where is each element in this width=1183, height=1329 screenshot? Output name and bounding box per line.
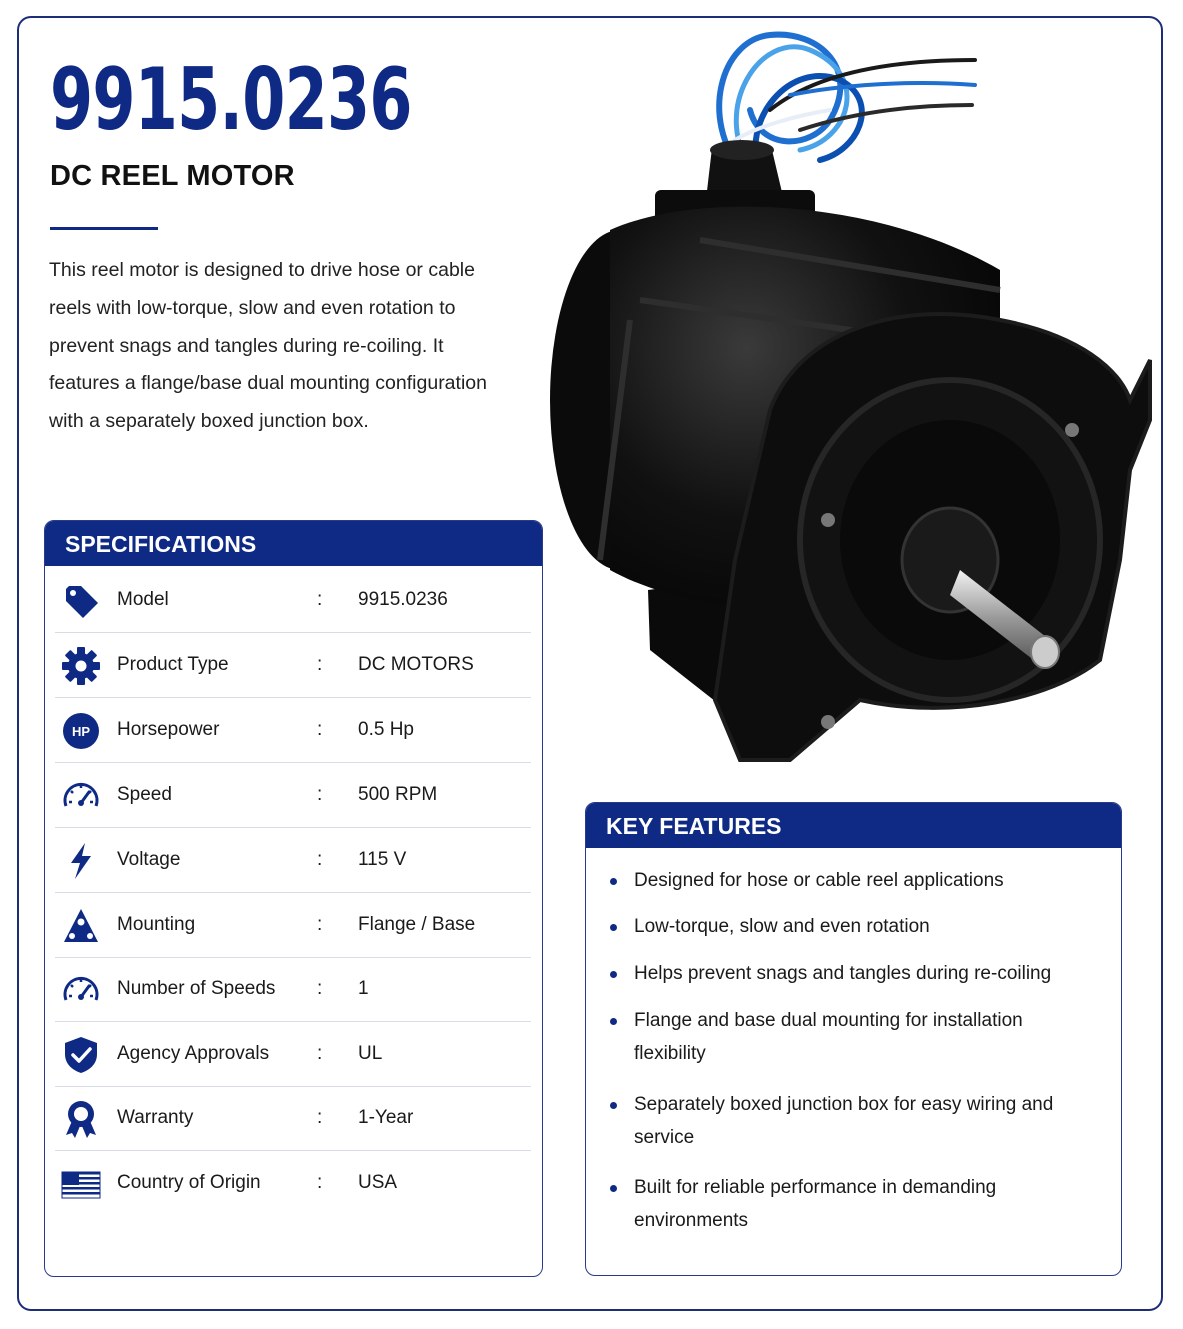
spec-label: Product Type (117, 654, 229, 675)
spec-value: UL (358, 1043, 383, 1064)
feature-text: Separately boxed junction box for easy wiring and service (634, 1094, 1054, 1148)
spec-row-warranty (55, 1087, 531, 1151)
spec-separator: : (317, 1107, 323, 1128)
spec-separator: : (317, 849, 323, 870)
bullet-dot-icon (610, 1018, 617, 1025)
bullet-dot-icon (610, 924, 617, 931)
bullet-dot-icon (610, 971, 617, 978)
spec-separator: : (317, 914, 323, 935)
spec-label: Voltage (117, 849, 181, 870)
spec-label: Warranty (117, 1107, 194, 1128)
spec-value: 115 V (358, 849, 407, 870)
feature-text: Flange and base dual mounting for installation flexibility (634, 1010, 1023, 1064)
spec-value: 9915.0236 (358, 589, 448, 610)
specifications-heading: SPECIFICATIONS (45, 521, 542, 566)
bullet-dot-icon (610, 1185, 617, 1192)
spec-label: Country of Origin (117, 1172, 261, 1193)
spec-row-country-of-origin (55, 1152, 531, 1216)
spec-separator: : (317, 978, 323, 999)
feature-text: Built for reliable performance in demanding environments (634, 1177, 997, 1231)
specifications-panel (44, 520, 543, 1277)
spec-separator: : (317, 1043, 323, 1064)
spec-value: 0.5 Hp (358, 719, 414, 740)
gear-icon (61, 646, 101, 686)
spec-row-speed (55, 764, 531, 828)
spec-row-agency-approvals (55, 1023, 531, 1087)
spec-value: DC MOTORS (358, 654, 474, 675)
feature-text: Low-torque, slow and even rotation (634, 916, 930, 937)
speedometer-icon (61, 970, 101, 1010)
spec-separator: : (317, 784, 323, 805)
product-description: This reel motor is designed to drive hose or cable reels with low-torque, slow and even rotation to prevent snags and tangles during re-coiling. It features a flange/base dual mounting configuration with a separately boxed junction box. (49, 259, 487, 433)
dc-reel-motor-image (548, 22, 1160, 787)
spec-separator: : (317, 1172, 323, 1193)
spec-label: Speed (117, 784, 172, 805)
product-name: DC REEL MOTOR (50, 160, 295, 192)
spec-label: Horsepower (117, 719, 220, 740)
spec-row-product-type (55, 634, 531, 698)
bullet-dot-icon (610, 1102, 617, 1109)
spec-row-voltage (55, 829, 531, 893)
spec-value: USA (358, 1172, 398, 1193)
title-underline (50, 227, 158, 230)
feature-text: Helps prevent snags and tangles during re-coiling (634, 963, 1052, 984)
mounting-bracket-icon (61, 906, 101, 946)
spec-separator: : (317, 719, 323, 740)
feature-text: Designed for hose or cable reel applications (634, 870, 1004, 891)
spec-row-number-of-speeds (55, 958, 531, 1022)
hp-badge-icon (61, 711, 101, 751)
spec-row-mounting (55, 894, 531, 958)
spec-label: Number of Speeds (117, 978, 276, 999)
speedometer-icon (61, 776, 101, 816)
shield-check-icon (61, 1035, 101, 1075)
spec-row-horsepower (55, 699, 531, 763)
spec-row-model (55, 569, 531, 633)
spec-label: Agency Approvals (117, 1043, 270, 1064)
spec-separator: : (317, 589, 323, 610)
spec-label: Mounting (117, 914, 196, 935)
tag-icon (61, 581, 101, 621)
key-features-panel (585, 802, 1122, 1276)
model-number-title: 9915.0236 (50, 50, 412, 150)
spec-value: Flange / Base (358, 914, 476, 935)
lightning-bolt-icon (61, 841, 101, 881)
spec-separator: : (317, 654, 323, 675)
spec-value: 1-Year (358, 1107, 414, 1128)
key-features-heading: KEY FEATURES (586, 803, 1121, 848)
bullet-dot-icon (610, 878, 617, 885)
award-ribbon-icon (61, 1099, 101, 1139)
spec-label: Model (117, 589, 169, 610)
hp-badge-text: HP (71, 724, 91, 739)
spec-value: 1 (358, 978, 369, 999)
spec-value: 500 RPM (358, 784, 438, 805)
us-flag-icon (61, 1164, 101, 1204)
